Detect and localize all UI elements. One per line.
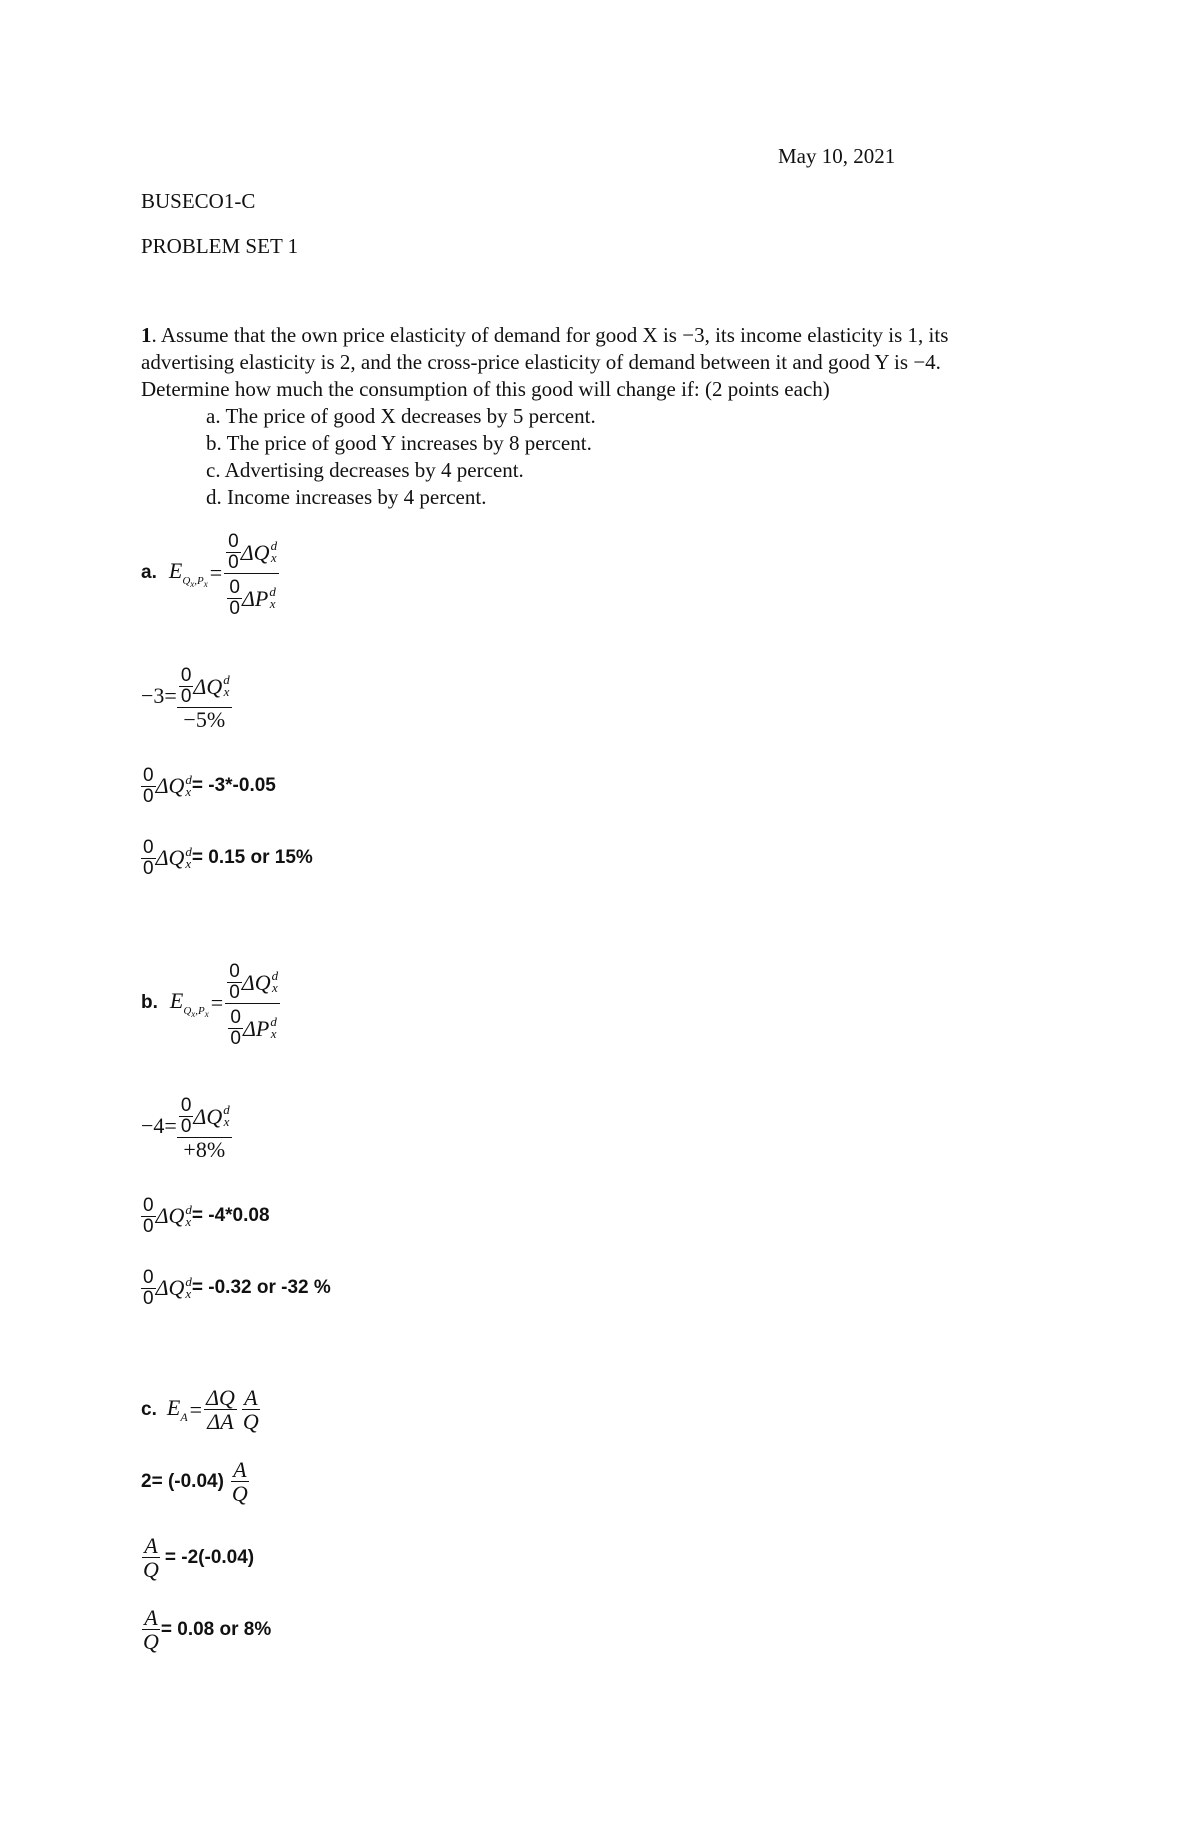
question-line-1: 1. Assume that the own price elasticity of demand for good X is −3, its income elasticity is 1, its xyxy=(141,323,949,347)
answer-c-formula: c. $E_A$ = $\frac{\Delta Q}{\Delta A}$ $\frac{A}{Q}$ xyxy=(141,1385,259,1435)
question-item-b: b. The price of good Y increases by 8 percent. xyxy=(206,431,592,455)
answer-b-step1: $\frac{0}{0}$ ΔQ d x = -4*0.08 xyxy=(143,1195,270,1237)
answer-a-label: a. xyxy=(141,562,157,584)
answer-b-step2: $\frac{0}{0}$ ΔQ d x = -0.32 or -32 % xyxy=(143,1267,331,1309)
answer-c-step1: 2= (-0.04) $\frac{A}{Q}$ xyxy=(141,1457,248,1507)
answer-a-substitution: −3= $\frac{0}{0}$ ΔQ d x −5% xyxy=(141,662,232,731)
answer-c-step2: $\frac{A}{Q}$ = -2(-0.04) xyxy=(143,1533,255,1583)
question-item-d: d. Income increases by 4 percent. xyxy=(206,485,487,509)
question-line-2: advertising elasticity is 2, and the cross-price elasticity of demand between it and good Y is −4. xyxy=(141,350,941,374)
problem-set-title: PROBLEM SET 1 xyxy=(141,234,299,258)
answer-c-step3: $\frac{A}{Q}$ = 0.08 or 8% xyxy=(143,1605,272,1655)
answer-a-step2: $\frac{0}{0}$ ΔQ d x = 0.15 or 15% xyxy=(143,837,313,879)
answer-b-substitution: −4= $\frac{0}{0}$ ΔQ d x +8% xyxy=(141,1092,232,1161)
question-item-a: a. The price of good X decreases by 5 percent. xyxy=(206,404,596,428)
question-number: 1 xyxy=(141,323,152,347)
elasticity-fraction: $\frac{0}{0}$ ΔQ d x $\frac{0}{0}$ ΔP d x xyxy=(224,528,279,619)
answer-b-label: b. xyxy=(141,992,158,1014)
course-code: BUSECO1-C xyxy=(141,189,256,213)
question-line-3: Determine how much the consumption of this good will change if: (2 points each) xyxy=(141,377,830,401)
document-date: May 10, 2021 xyxy=(778,144,896,168)
answer-c-label: c. xyxy=(141,1398,157,1420)
answer-a-formula: a. $E_{Q_x,P_x}$ = $\frac{0}{0}$ ΔQ d x $\frac{0}{0}$ ΔP d x xyxy=(141,528,279,619)
answer-b-formula: b. $E_{Q_x,P_x}$ = $\frac{0}{0}$ ΔQ d x $\frac{0}{0}$ ΔP d x xyxy=(141,958,280,1049)
question-item-c: c. Advertising decreases by 4 percent. xyxy=(206,458,524,482)
answer-a-step1: $\frac{0}{0}$ ΔQ d x = -3*-0.05 xyxy=(143,765,276,807)
